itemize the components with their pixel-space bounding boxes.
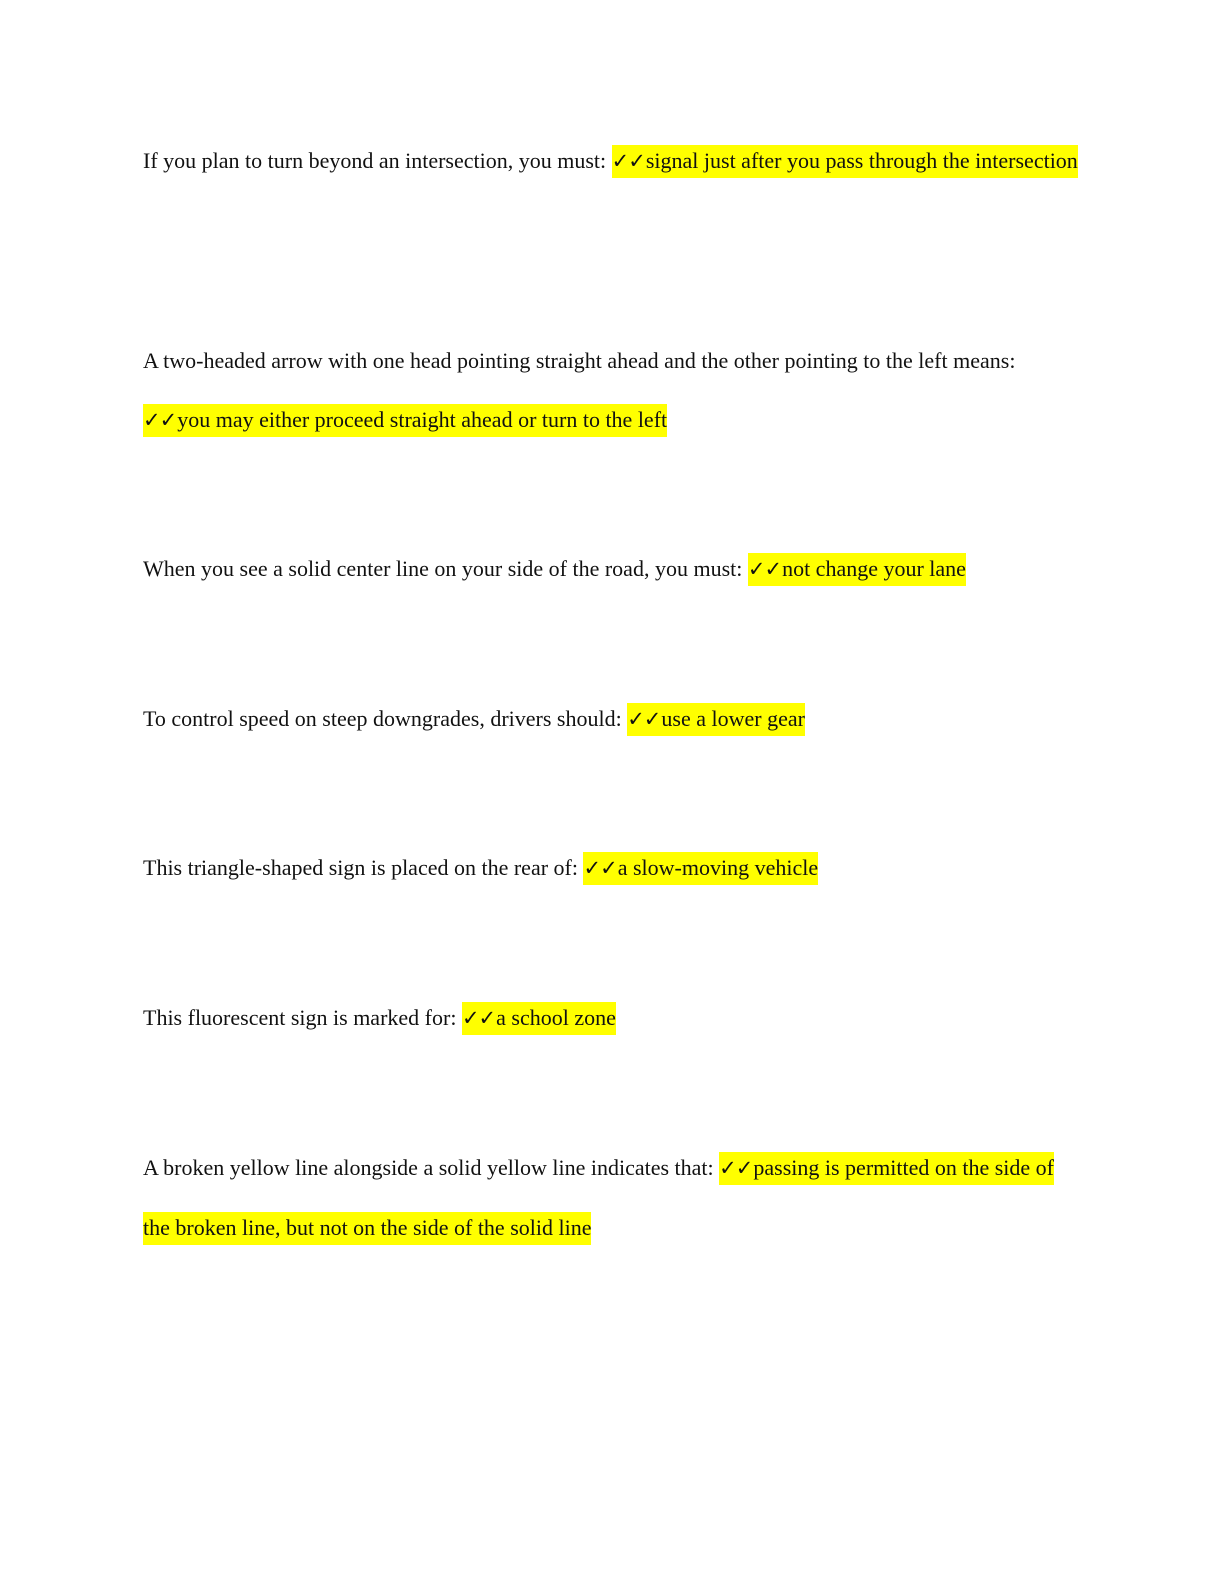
- highlighted-answer: [462, 1002, 616, 1035]
- question-item: [143, 689, 1078, 749]
- question-item: [143, 1138, 1078, 1257]
- question-item: [143, 838, 1078, 898]
- question-text: A two-headed arrow with one head pointing straight ahead and the other pointing to the left means:: [143, 348, 1016, 373]
- double-check-icon: ✓✓: [747, 557, 782, 581]
- answer-text: you may either proceed straight ahead or turn to the left: [177, 407, 668, 432]
- highlighted-answer: [612, 145, 1078, 178]
- highlighted-answer: [748, 553, 966, 586]
- question-item: [143, 131, 1078, 191]
- double-check-icon: ✓✓: [583, 856, 617, 880]
- question-item: [143, 539, 1078, 599]
- question-text: This triangle-shaped sign is placed on the rear of:: [143, 855, 578, 880]
- highlighted-answer: [583, 852, 818, 885]
- question-text: When you see a solid center line on your side of the road, you must:: [143, 556, 743, 581]
- answer-text: not change your lane: [782, 556, 966, 581]
- answer-text: a school zone: [496, 1005, 616, 1030]
- question-text: This fluorescent sign is marked for:: [143, 1005, 457, 1030]
- double-check-icon: ✓✓: [611, 149, 645, 173]
- answer-text: use a lower gear: [661, 706, 805, 731]
- question-text: To control speed on steep downgrades, drivers should:: [143, 706, 622, 731]
- double-check-icon: ✓✓: [461, 1006, 496, 1030]
- highlighted-answer: [143, 404, 667, 437]
- highlighted-answer: [627, 703, 805, 736]
- answer-text: passing is permitted on the side of the broken line, but not on the side of the solid line: [143, 1155, 1054, 1240]
- question-item: [143, 988, 1078, 1048]
- answer-text: signal just after you pass through the intersection: [645, 148, 1078, 173]
- answer-text: a slow-moving vehicle: [617, 855, 819, 880]
- question-text: A broken yellow line alongside a solid yellow line indicates that:: [143, 1155, 714, 1180]
- double-check-icon: ✓✓: [627, 707, 661, 731]
- double-check-icon: ✓✓: [143, 408, 177, 432]
- question-text: If you plan to turn beyond an intersection, you must:: [143, 148, 607, 173]
- question-item: [143, 331, 1078, 450]
- double-check-icon: ✓✓: [719, 1156, 753, 1180]
